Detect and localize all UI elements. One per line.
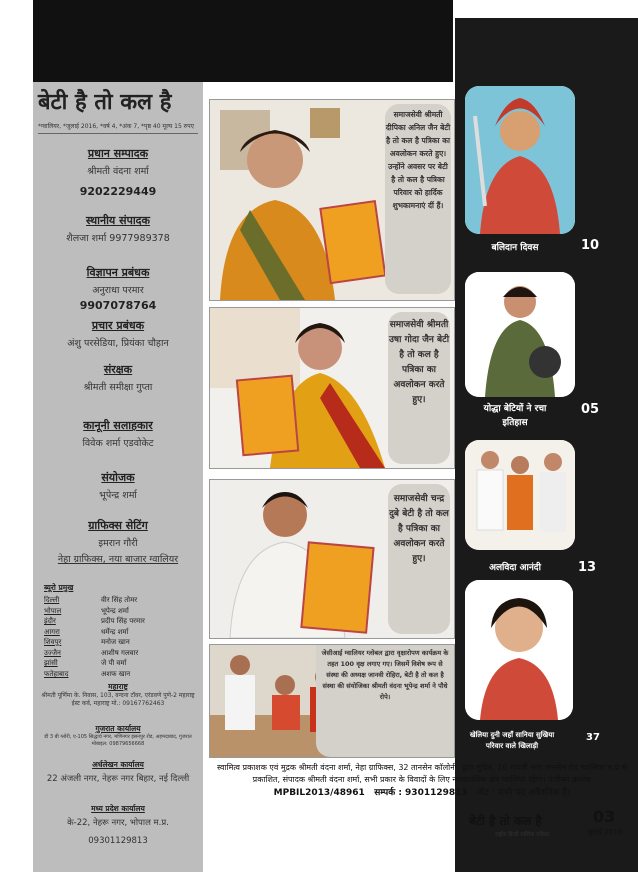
- credit-name: शैलजा शर्मा 9977989378: [66, 233, 170, 244]
- credit-name: इमरान गौरी: [98, 538, 138, 549]
- story-photo-3: [209, 479, 455, 639]
- contact-number: सम्पर्क : 9301129813: [374, 788, 468, 798]
- page-number: 03: [593, 807, 616, 826]
- story-photo-4: [209, 644, 455, 758]
- bureau-row: इंदौर प्रदीप सिंह परमार: [44, 617, 145, 625]
- bureau-row: आगरा धर्मेन्द्र शर्मा: [44, 627, 129, 636]
- credit-name: भूपेन्द्र शर्मा: [99, 490, 137, 501]
- inside-thumb-4[interactable]: [465, 580, 573, 720]
- story-caption-3: समाजसेवी चन्द्र दुबे बेटी है तो कल है पत्रिका का अवलोकन करते हुए।: [388, 484, 450, 634]
- bureau-row: उज्जैन आशीष गलवार: [44, 648, 139, 657]
- credit-phone: 9202229449: [79, 185, 157, 198]
- credit-role: संरक्षक: [103, 363, 133, 376]
- bureau-row: शिवपुर मनोज खान: [44, 638, 130, 646]
- inside-page-4: 37: [586, 732, 600, 743]
- imprint-reg-line: [208, 787, 636, 799]
- inside-thumb-3[interactable]: [465, 440, 575, 550]
- credit-phone: 9907078764: [79, 299, 157, 312]
- credit-patron: [38, 362, 198, 393]
- photo-farewell-group: [465, 440, 575, 550]
- credit-promo-manager: [38, 318, 198, 349]
- story-caption-1: समाजसेवी श्रीमती दीपिका अनिल जैन बेटी है तो कल है पत्रिका का अवलोकन करते हुए। उन्होंने अवसर पर बेटी है तो कल है पत्रिका परिवार को हार्दिक शुभकामनाएं दीं हैं।: [385, 104, 451, 294]
- divider: [38, 133, 198, 134]
- credit-name: अंशु परसेडिया, प्रियंका चौहान: [67, 338, 169, 349]
- bureau-list: [44, 583, 194, 679]
- bureau-row: झांसी जे पी वर्मा: [44, 659, 127, 667]
- section-title: INSIDE STORIES: [222, 50, 381, 71]
- credit-role: कानूनी सलाहकार: [83, 419, 153, 432]
- credit-role: संयोजक: [101, 471, 135, 484]
- credit-role: स्थानीय संपादक: [86, 214, 150, 227]
- imprint-text: स्वामित्व प्रकाशक एवं मुद्रक श्रीमती वंदना शर्मा, नेहा ग्राफिक्स, 32 तानसेन कॉलोनी, द्वारा मुद्रित, 16 गायत्री नगर तानसेन रोड ग्वालियर म.प्र से प्रकाशित, संपादक श्रीमती वंदना शर्मा, सभी प्रकार के विवादों के लिए न्यायालयिक क्षेत्र ग्वालियर रहेगा। पंजीयन क्रमांक: [216, 763, 628, 784]
- credit-name: श्रीमती समीक्षा गुप्ता: [83, 382, 153, 393]
- illustration-queen-warrior: [465, 86, 575, 234]
- inside-label-2: योद्धा बेटियों ने रचा इतिहास: [483, 404, 547, 428]
- bureau-row: फतेहाबाद अशफ खान: [44, 669, 131, 678]
- inside-page-3: 13: [578, 560, 597, 575]
- photo-bride-portrait: [465, 580, 573, 720]
- credit-local-editor: [38, 213, 198, 244]
- credit-editor: [38, 146, 198, 198]
- credit-graphics: [38, 518, 198, 565]
- credit-ad-manager: [38, 265, 198, 312]
- photo-woman-pilot: [465, 272, 575, 397]
- credit-name: अनुराधा परमार: [92, 285, 144, 296]
- office-mp: मध्य प्रदेश कार्यालय के-22, नेहरू नगर, भोपाल म.प्र. 09301129813: [67, 804, 169, 846]
- inside-page-1: 10: [581, 238, 600, 253]
- issue-month: जुलाई 2016: [587, 828, 623, 836]
- story-caption-2: समाजसेवी श्रीमती उषा गोदा जैन बेटी है तो कल है पत्रिका का अवलोकन करते हुए।: [388, 312, 450, 464]
- inside-label-1: बलिदान दिवस: [491, 243, 539, 253]
- credit-role: विज्ञापन प्रबंधक: [86, 266, 150, 279]
- registration-number: MPBIL2013/48961: [273, 788, 365, 798]
- footer-brand: [455, 807, 638, 845]
- inside-label-4: खेलिया दुनी जहाँ सानिया सुखिया परिवार वाले खिलाड़ी: [469, 731, 555, 750]
- story-caption-4: जेसीआई ग्वालियर ग्लोबल द्वारा वृक्षारोपण कार्यक्रम के तहत 100 वृक्ष लगाए गए। जिसमें विशेष रूप से संस्था की अध्यक्ष जानवी रोहिरा, बेटी है तो कल है संस्था की संयोजिका श्रीमती वंदना भूपेन्द्र शर्मा ने पौधे रोपे।: [316, 645, 454, 757]
- credit-name: विवेक शर्मा एडवोकेट: [82, 438, 154, 449]
- story-photo-1: [209, 99, 455, 301]
- footer-brand-sub: राष्ट्रीय हिन्दी मासिक पत्रिका: [495, 832, 550, 838]
- masthead-subline: *ग्वालियर, *जुलाई 2016, *वर्ष 4, *अंक 7, *पृष्ठ 40 मूल्य 15 रुपए: [38, 123, 194, 130]
- office-gujarat: गुजरात कार्यालय डी 3 बी ग्लोरी, ए-105 सिद्धार्थ नगर, मणिनगर इसनपुर रोड, अहमदाबाद, गुजरात मोबाइल: 09879656668: [44, 724, 192, 747]
- bureau-row: भोपाल भूपेन्द्र शर्मा: [44, 606, 129, 615]
- inside-label-3: अलविदा आनंदी: [489, 563, 541, 573]
- credit-role: प्रचार प्रबंधक: [91, 319, 145, 332]
- credit-coordinator: [38, 470, 198, 501]
- footer-brand-title: बेटी है तो कल है: [469, 814, 542, 828]
- masthead-title: बेटी है तो कल है: [38, 89, 172, 115]
- credit-address: नेहा ग्राफिक्स, नया बाजार ग्वालियर: [57, 554, 179, 565]
- credit-role: प्रधान सम्पादक: [87, 147, 149, 160]
- inside-thumb-1[interactable]: [465, 86, 575, 234]
- credit-role: ग्राफिक्स सेटिंग: [88, 519, 148, 532]
- bureau-heading: ब्यूरो प्रमुख: [44, 583, 74, 592]
- bureau-row: दिल्ली वीर सिंह तोमर: [44, 596, 138, 604]
- credit-legal: [38, 418, 198, 449]
- inside-page-2: 05: [581, 402, 600, 417]
- imprint: [208, 762, 636, 799]
- note: नोट : सभी पद अवैतनिक हैं।: [477, 788, 571, 798]
- office-delhi: अर्धलेखन कार्यालय 22 अंजली नगर, नेहरू नगर बिहार, नई दिल्ली: [46, 760, 190, 784]
- office-maharashtra: महाराष्ट्र श्रीमती पूर्णिमा के. निवास, 103, वन्दना टॉवर, एरंडवणे पुणे-2 महाराष्ट्र ईस्ट कर्व, महाराष्ट्र मो.: 09167762463: [41, 682, 195, 707]
- credit-name: श्रीमती वंदना शर्मा: [87, 166, 149, 177]
- inside-thumb-2[interactable]: [465, 272, 575, 397]
- story-photo-2: [209, 307, 455, 469]
